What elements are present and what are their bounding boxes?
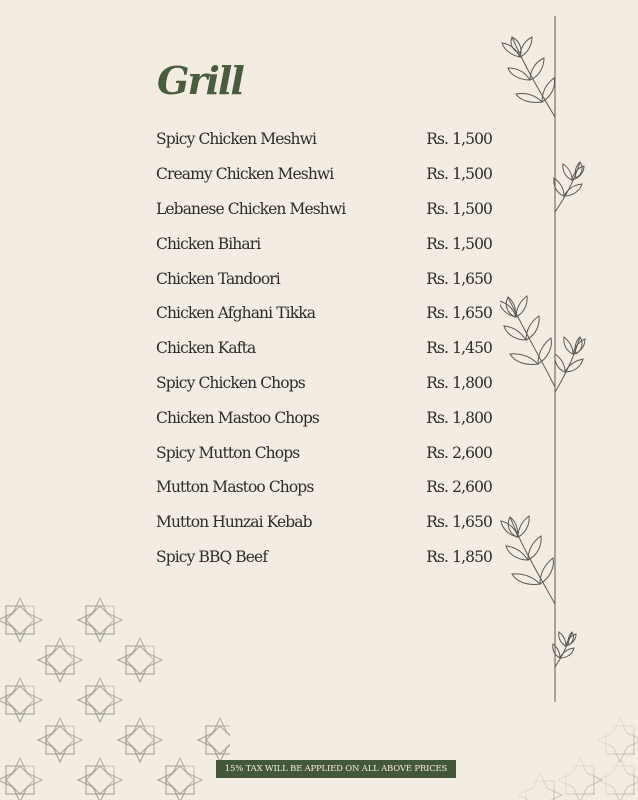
item-price: Rs. 1,650	[426, 269, 492, 288]
item-name: Spicy Chicken Meshwi	[156, 130, 317, 149]
item-price: Rs. 1,800	[426, 373, 492, 392]
item-name: Lebanese Chicken Meshwi	[156, 199, 346, 218]
item-name: Chicken Kafta	[156, 339, 256, 358]
menu-item	[156, 400, 492, 435]
item-price: Rs. 1,850	[426, 547, 492, 566]
item-name: Chicken Tandoori	[156, 269, 280, 288]
geometric-pattern-icon	[0, 590, 230, 800]
menu-item	[156, 331, 492, 366]
item-name: Mutton Mastoo Chops	[156, 478, 314, 497]
menu-item	[156, 192, 492, 227]
item-name: Chicken Mastoo Chops	[156, 408, 319, 427]
item-price: Rs. 1,500	[426, 130, 492, 149]
item-name: Spicy BBQ Beef	[156, 547, 268, 566]
menu-item	[156, 226, 492, 261]
item-name: Creamy Chicken Meshwi	[156, 165, 334, 184]
menu-item	[156, 261, 492, 296]
item-price: Rs. 1,650	[426, 513, 492, 532]
item-name: Chicken Afghani Tikka	[156, 304, 316, 323]
tax-note-banner: 15% TAX WILL BE APPLIED ON ALL ABOVE PRICES	[216, 760, 456, 778]
item-price: Rs. 1,450	[426, 339, 492, 358]
item-price: Rs. 1,500	[426, 199, 492, 218]
item-name: Spicy Chicken Chops	[156, 373, 305, 392]
menu-item	[156, 540, 492, 575]
menu-list	[156, 122, 492, 574]
menu-item	[156, 157, 492, 192]
item-price: Rs. 1,800	[426, 408, 492, 427]
item-name: Chicken Bihari	[156, 234, 261, 253]
page-title: Grill	[157, 58, 243, 103]
item-name: Mutton Hunzai Kebab	[156, 513, 312, 532]
menu-item	[156, 366, 492, 401]
item-price: Rs. 1,500	[426, 165, 492, 184]
item-price: Rs. 1,650	[426, 304, 492, 323]
menu-item	[156, 470, 492, 505]
item-price: Rs. 1,500	[426, 234, 492, 253]
menu-item	[156, 505, 492, 540]
menu-item	[156, 435, 492, 470]
geometric-pattern-icon	[490, 700, 638, 800]
item-name: Spicy Mutton Chops	[156, 443, 300, 462]
menu-item	[156, 122, 492, 157]
menu-item	[156, 296, 492, 331]
item-price: Rs. 2,600	[426, 478, 492, 497]
item-price: Rs. 2,600	[426, 443, 492, 462]
leaf-vine-icon	[500, 12, 600, 712]
